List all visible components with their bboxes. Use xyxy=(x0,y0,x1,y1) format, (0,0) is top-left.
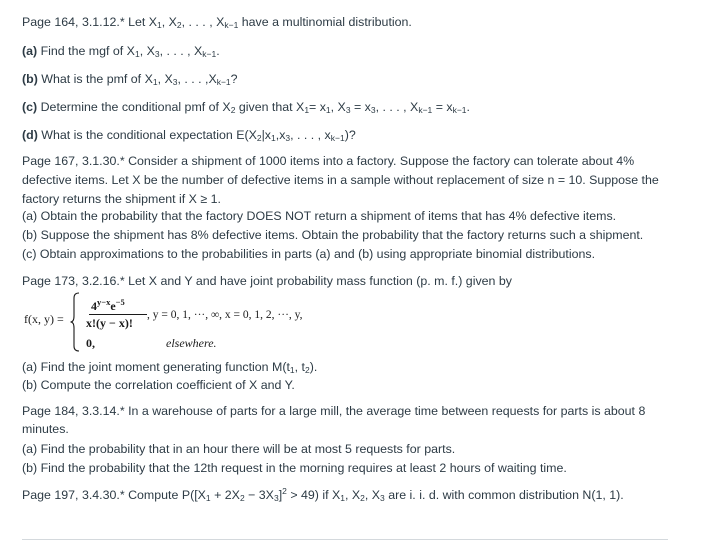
problem-3-1-30-line: Page 167, 3.1.30.* Consider a shipment of 1000 items into a factory. Suppose the factory can tolerate about 4% xyxy=(22,154,635,168)
problem-3-4-30: Page 197, 3.4.30.* Compute $P([X_1 + 2X_2 - 3X_3]^2 > 49)$ if $X_1$, $X_2$, $X_3$ are i. i. d. with common distribution N(1, 1). xyxy=(22,486,624,503)
problem-3-1-12-part-d: (d) What is the conditional expectation $E(X_2|x_1,x_3$, . . . , $x_{k-1}$)? xyxy=(22,128,356,143)
problem-3-1-30-part-b: (b) Suppose the shipment has 8% defective items. Obtain the probability that the factory returns such a shipment. xyxy=(22,228,644,242)
formula-elsewhere: elsewhere. xyxy=(166,336,217,350)
problem-3-1-30-line: defective items. Let X be the number of defective items in a sample without replacement of size n = 10. Suppose the xyxy=(22,173,659,187)
problem-3-3-14-line: Page 184, 3.3.14.* In a warehouse of parts for a large mill, the average time between requests for parts is about 8 xyxy=(22,404,646,418)
left-brace-icon xyxy=(70,292,80,352)
formula-numerator: $4^{y-x}e^{-5}$ xyxy=(91,297,125,313)
problem-3-1-30-part-a: (a) Obtain the probability that the factory DOES NOT return a shipment of items that has 4% defective items. xyxy=(22,209,617,223)
problem-3-3-14-part-a: (a) Find the probability that in an hour there will be at most 5 requests for parts. xyxy=(22,442,456,456)
problem-3-1-12-part-b: (b) What is the pmf of $X_1$, $X_3$, . . . $,X_{k-1}$? xyxy=(22,72,238,87)
formula-condition: , y = 0, 1, ···, ∞, x = 0, 1, 2, ···, y, xyxy=(147,309,303,321)
problem-3-3-14-part-b: (b) Find the probability that the 12th request in the morning requires at least 2 hours of waiting time. xyxy=(22,461,567,475)
problem-3-1-30-line: factory returns the shipment if X ≥ 1. xyxy=(22,192,221,206)
problem-3-3-14-line: minutes. xyxy=(22,422,69,436)
bottom-divider xyxy=(22,539,668,540)
formula-denominator: x!(y − x)! xyxy=(86,316,133,330)
problem-3-2-16-part-a: (a) Find the joint moment generating function $M(t_1$, $t_2$). xyxy=(22,360,318,375)
problem-3-1-12-part-c: (c) Determine the conditional pmf of $X_2$ given that $X_1= x_1$, $X_3 = x_3$, . . . , $X_{k-1} = x_{k-1}$. xyxy=(22,100,470,115)
problem-3-1-12-part-a: (a) Find the mgf of $X_1$, $X_3$, . . . , $X_{k-1}$. xyxy=(22,44,220,59)
formula-zero: 0, xyxy=(86,336,95,350)
problem-3-1-12-header: Page 164, 3.1.12.* Let $X_1$, $X_2$, . . . , $X_{k-1}$ have a multinomial distribution. xyxy=(22,15,412,30)
problem-3-1-30-part-c: (c) Obtain approximations to the probabilities in parts (a) and (b) using appropriate binomial distributions. xyxy=(22,247,596,261)
problem-3-2-16-header: Page 173, 3.2.16.* Let X and Y and have joint probability mass function (p. m. f.) given by xyxy=(22,274,512,288)
formula-lhs: f(x, y) = xyxy=(24,312,64,326)
fraction-bar xyxy=(89,314,147,315)
problem-3-2-16-part-b: (b) Compute the correlation coefficient of X and Y. xyxy=(22,378,295,392)
